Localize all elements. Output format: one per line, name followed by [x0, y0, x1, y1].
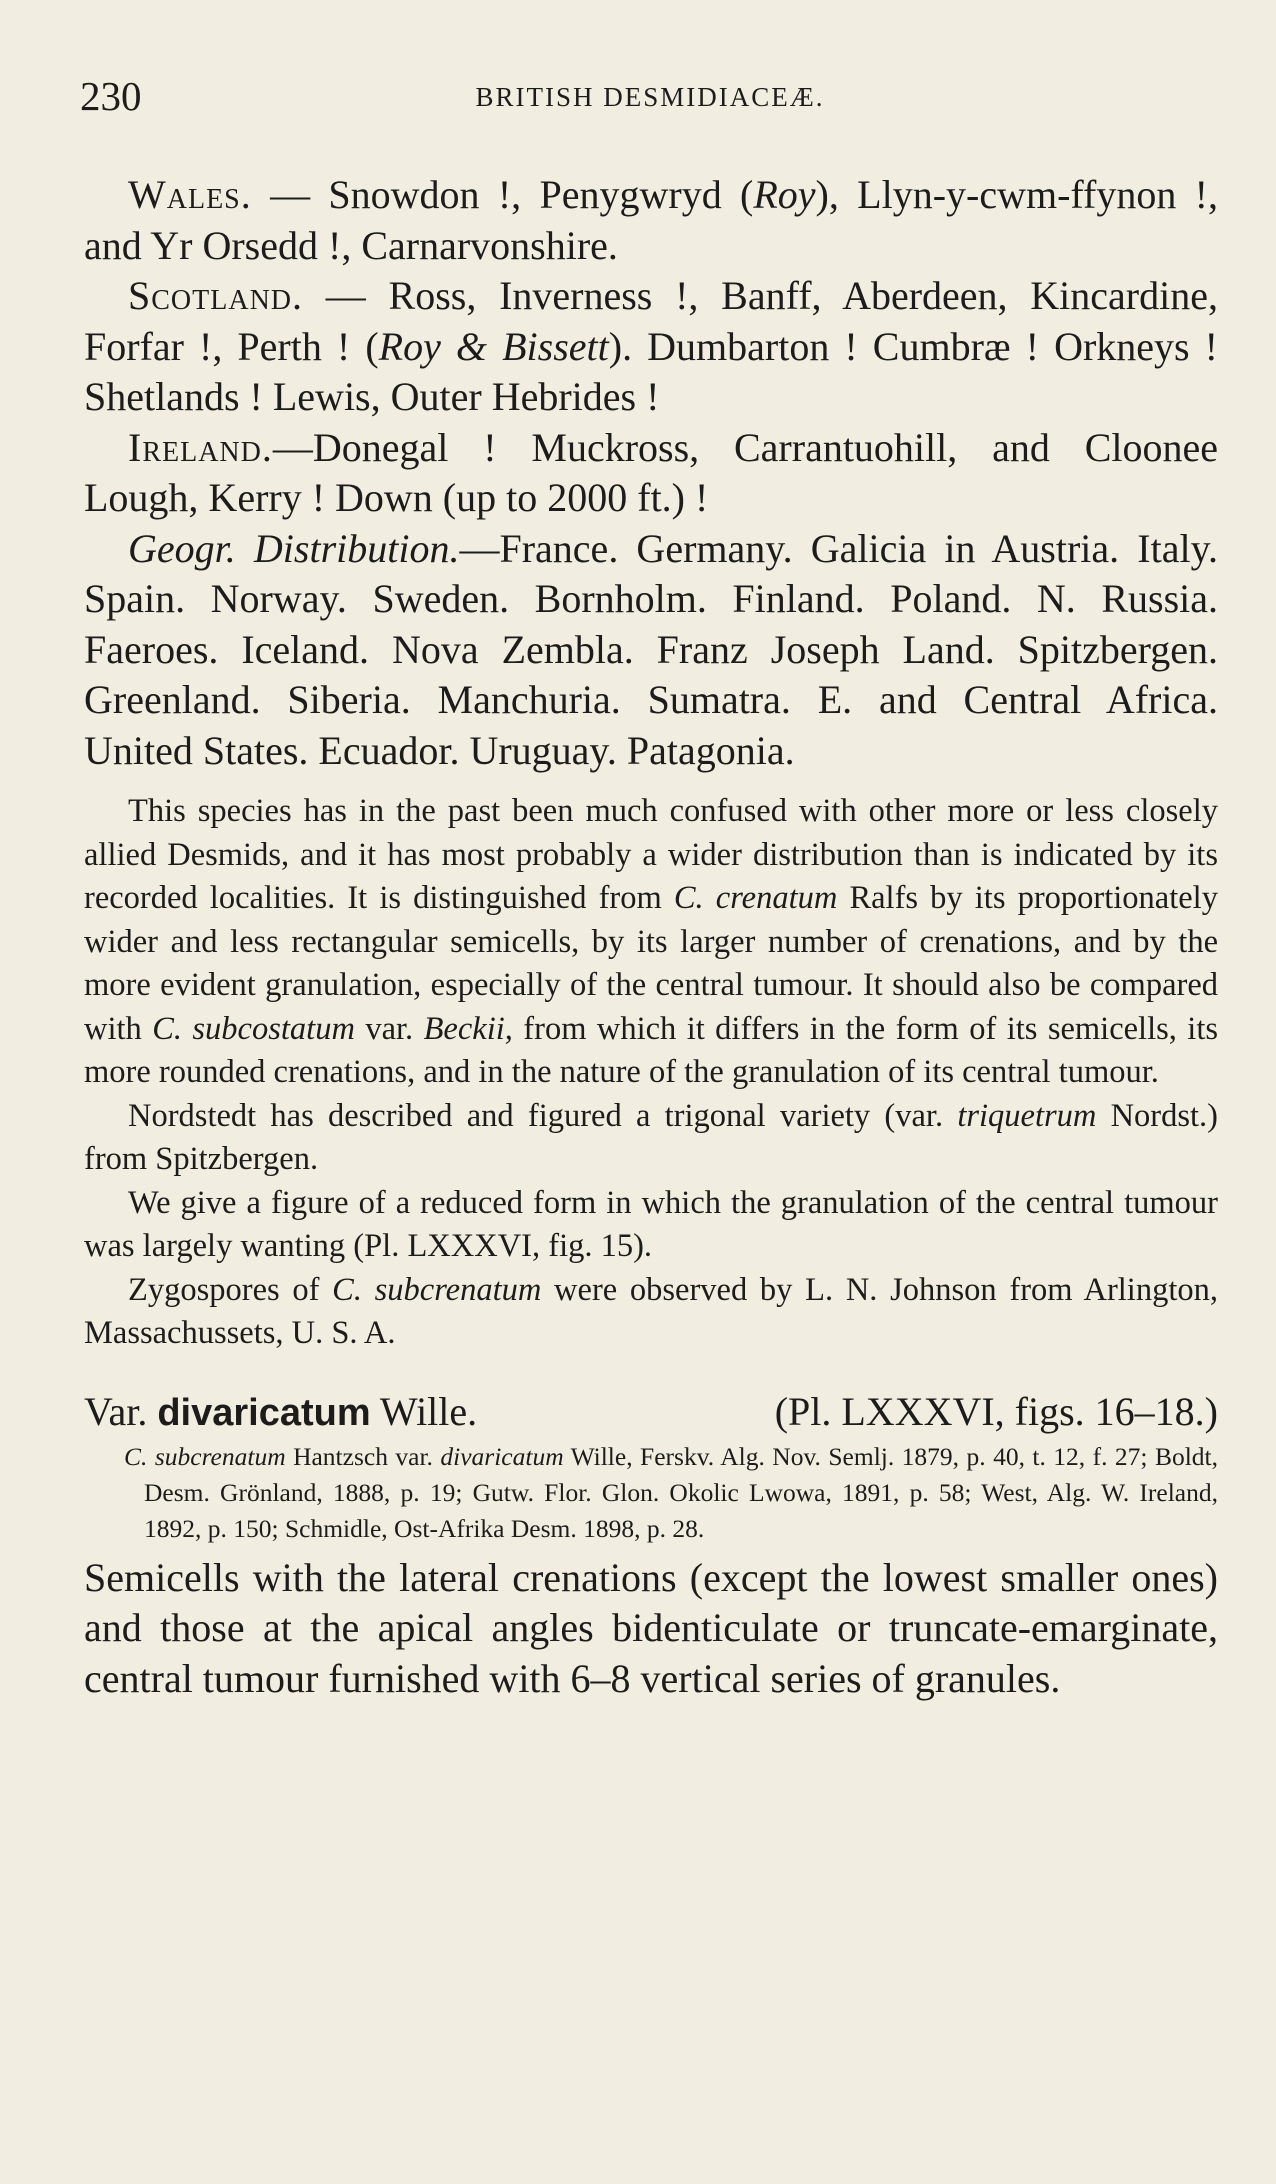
note-paragraph-1: This species has in the past been much confused with other more or less closely allied Desmids, and it has most probably a wider distribution than is indicated by its recorded localities. It is distinguished from C. crenatum Ralfs by its proportionately wider and less rectangular semicells, by its larger number of crenations, and by the more evident granulation, especially of the central tumour. It should also be compared with C. subcostatum var. Beckii, from which it differs in the form of its semicells, its more rounded crenations, and in the nature of the granulation of its central tumour.: [84, 793, 1218, 1090]
variety-heading: Var. divaricatum Wille. (Pl. LXXXVI, figs. 16–18.): [84, 1386, 1218, 1439]
region-label-wales: Wales.: [128, 172, 252, 217]
region-label-ireland: Ireland.: [128, 424, 273, 470]
locality-scotland: Scotland. — Ross, Inverness !, Banff, Aberdeen, Kincardine, Forfar !, Perth ! (Roy & Bissett). Dumbarton ! Cumbræ ! Orkneys ! Shetlands ! Lewis, Outer Hebrides !: [84, 273, 1218, 419]
note-paragraph-4: Zygospores of C. subcrenatum were observed by L. N. Johnson from Arlington, Massachussets, U. S. A.: [84, 1271, 1218, 1351]
synonymy-citation: C. subcrenatum Hantzsch var. divaricatum Wille, Ferskv. Alg. Nov. Semlj. 1879, p. 40, t. 12, f. 27; Boldt, Desm. Grönland, 1888, p. 19; Gutw. Flor. Glon. Okolic Lwowa, 1891, p. 58; West, Alg. W. Ireland, 1892, p. 150; Schmidle, Ost-Afrika Desm. 1898, p. 28.: [124, 1441, 1219, 1543]
region-label-scotland: Scotland.: [128, 273, 304, 318]
variety-description: Semicells with the lateral crenations (except the lowest smaller ones) and those at the apical angles bidenticulate or truncate-emarginate, central tumour furnished with 6–8 vertical series of granules.: [84, 1554, 1218, 1701]
locality-ireland: Ireland.—Donegal ! Muckross, Carrantuohill, and Cloonee Lough, Kerry ! Down (up to 2000 ft.) !: [84, 424, 1218, 520]
geographic-distribution: Geogr. Distribution.—France. Germany. Galicia in Austria. Italy. Spain. Norway. Sweden. Bornholm. Finland. Poland. N. Russia. Faeroes. Iceland. Nova Zembla. Franz Joseph Land. Spitzbergen. Greenland. Siberia. Manchuria. Sumatra. E. and Central Africa. United States. Ecuador. Uruguay. Patagonia.: [84, 525, 1218, 773]
distribution-label: Geogr. Distribution.: [128, 525, 460, 571]
note-paragraph-2: Nordstedt has described and figured a trigonal variety (var. triquetrum Nordst.) from Spitzbergen.: [84, 1097, 1218, 1177]
collector-roy: Roy: [753, 172, 816, 217]
plate-reference: (Pl. LXXXVI, figs. 16–18.): [774, 1388, 1218, 1434]
locality-wales: Wales. — Snowdon !, Penygwryd (Roy), Llyn-y-cwm-ffynon !, and Yr Orsedd !, Carnarvonshire.: [84, 172, 1218, 268]
running-head: BRITISH DESMIDIACEÆ.: [475, 82, 825, 112]
page-number: 230: [80, 73, 142, 119]
collector-roy-bissett: Roy & Bissett: [378, 323, 609, 369]
page-body: [84, 170, 1218, 1704]
note-paragraph-3: We give a figure of a reduced form in which the granulation of the central tumour was largely wanting (Pl. LXXXVI, fig. 15).: [84, 1184, 1218, 1264]
page-header: [80, 72, 1220, 132]
variety-name: divaricatum: [157, 1391, 371, 1434]
